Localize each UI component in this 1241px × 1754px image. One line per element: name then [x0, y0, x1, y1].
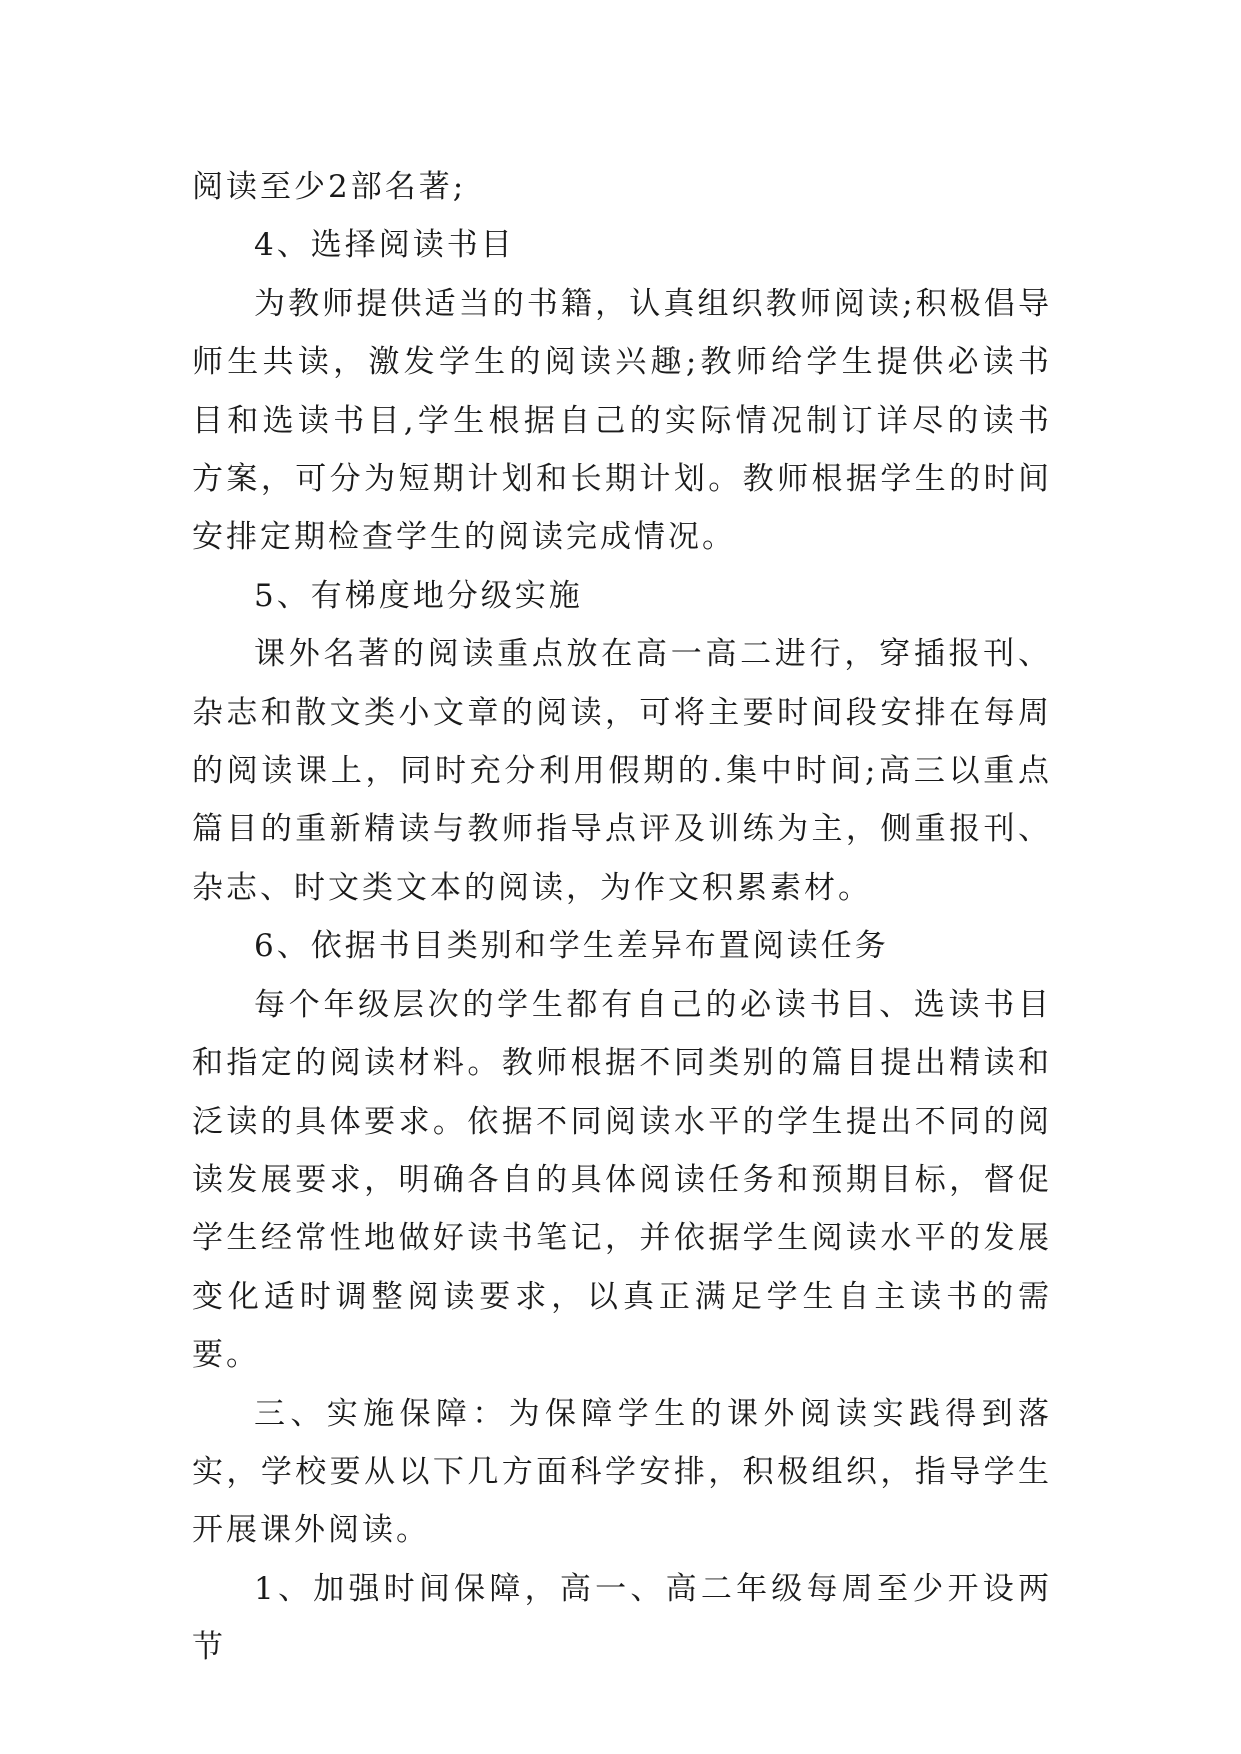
paragraph-time-guarantee: 1、加强时间保障，高一、高二年级每周至少开设两节: [192, 1570, 1052, 1666]
document-body: [192, 158, 1052, 1677]
paragraph-reading-list: 为教师提供适当的书籍，认真组织教师阅读;积极倡导师生共读，激发学生的阅读兴趣;教师给学生提供必读书目和选读书目,学生根据自己的实际情况制订详尽的读书方案，可分为短期计划和长期计划。教师根据学生的时间安排定期检查学生的阅读完成情况。: [192, 285, 1052, 556]
heading-select-reading-list: 4、选择阅读书目: [254, 227, 515, 264]
paragraph-graded-implementation: 课外名著的阅读重点放在高一高二进行，穿插报刊、杂志和散文类小文章的阅读，可将主要时间段安排在每周的阅读课上，同时充分利用假期的.集中时间;高三以重点篇目的重新精读与教师指导点评及训练为主，侧重报刊、杂志、时文类文本的阅读，为作文积累素材。: [192, 636, 1052, 906]
paragraph-reading-tasks: 每个年级层次的学生都有自己的必读书目、选读书目和指定的阅读材料。教师根据不同类别的篇目提出精读和泛读的具体要求。依据不同阅读水平的学生提出不同的阅读发展要求，明确各自的具体阅读任务和预期目标，督促学生经常性地做好读书笔记，并依据学生阅读水平的发展变化适时调整阅读要求，以真正满足学生自主读书的需要。: [192, 986, 1052, 1374]
paragraph-continuation: 阅读至少2部名著;: [192, 169, 467, 205]
paragraph-implementation-guarantee: 三、实施保障：为保障学生的课外阅读实践得到落实，学校要从以下几方面科学安排，积极组织，指导学生开展课外阅读。: [192, 1395, 1052, 1549]
heading-graded-implementation: 5、有梯度地分级实施: [254, 577, 583, 614]
heading-reading-tasks: 6、依据书目类别和学生差异布置阅读任务: [254, 928, 889, 965]
